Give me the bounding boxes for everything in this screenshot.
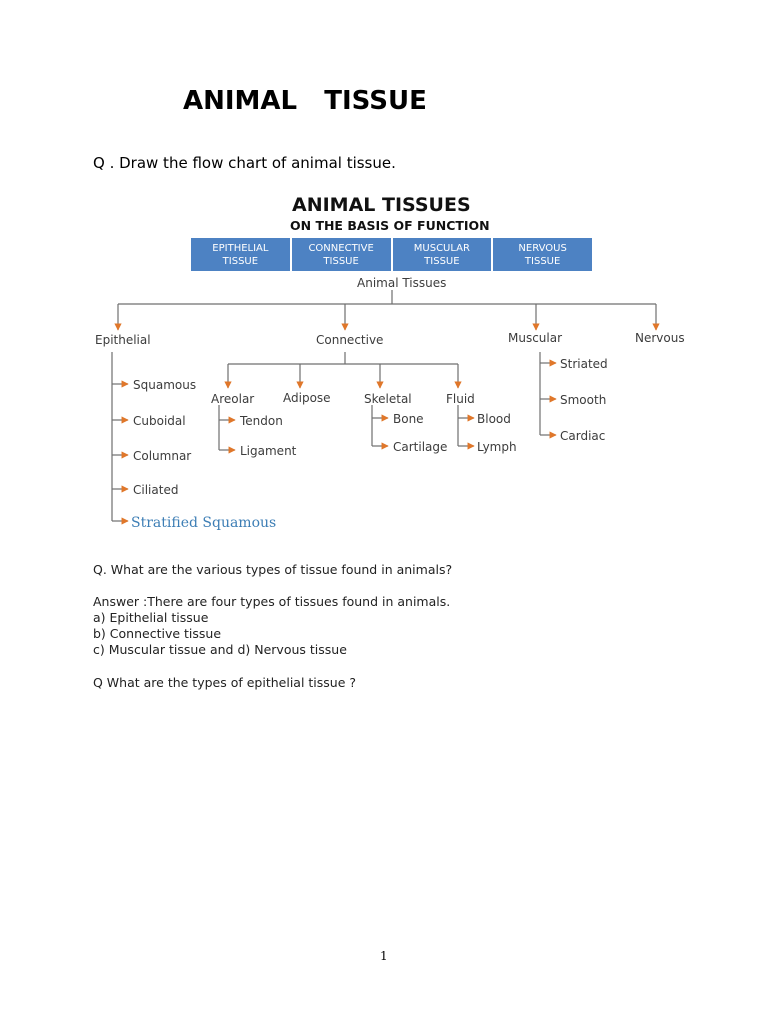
tissue-band xyxy=(191,238,592,271)
flow-chart-diagram xyxy=(0,272,768,540)
node-columnar: Columnar xyxy=(133,449,192,463)
node-animal-tissues: Animal Tissues xyxy=(357,276,447,290)
answer-intro: Answer :There are four types of tissues found in animals. xyxy=(93,594,451,609)
answer-item-b: b) Connective tissue xyxy=(93,626,222,641)
node-lymph: Lymph xyxy=(477,440,517,454)
node-cardiac: Cardiac xyxy=(560,429,606,443)
node-connective: Connective xyxy=(316,333,384,347)
band-connective: CONNECTIVE TISSUE xyxy=(292,238,391,271)
node-muscular: Muscular xyxy=(508,331,563,345)
node-bone: Bone xyxy=(393,412,424,426)
question-flow-chart: Q . Draw the flow chart of animal tissue. xyxy=(93,154,396,172)
node-adipose: Adipose xyxy=(283,391,331,405)
node-cartilage: Cartilage xyxy=(393,440,448,454)
answer-item-a: a) Epithelial tissue xyxy=(93,610,209,625)
node-striated: Striated xyxy=(560,357,608,371)
node-blood: Blood xyxy=(477,412,511,426)
band-nervous: NERVOUS TISSUE xyxy=(493,238,592,271)
page-number: 1 xyxy=(380,949,388,963)
node-fluid: Fluid xyxy=(446,392,475,406)
node-nervous: Nervous xyxy=(635,331,685,345)
answer-item-cd: c) Muscular tissue and d) Nervous tissue xyxy=(93,642,347,657)
node-stratified-squamous: Stratified Squamous xyxy=(131,515,277,531)
question-epithelial-types: Q What are the types of epithelial tissue ? xyxy=(93,675,357,690)
node-ligament: Ligament xyxy=(240,444,297,458)
node-tendon: Tendon xyxy=(240,414,283,428)
figure-subtitle: ON THE BASIS OF FUNCTION xyxy=(290,218,490,233)
node-areolar: Areolar xyxy=(211,392,255,406)
band-epithelial: EPITHELIAL TISSUE xyxy=(191,238,290,271)
node-epithelial: Epithelial xyxy=(95,333,151,347)
node-skeletal: Skeletal xyxy=(364,392,412,406)
node-squamous: Squamous xyxy=(133,378,197,392)
figure-title: ANIMAL TISSUES xyxy=(292,194,471,216)
page-title: ANIMAL TISSUE xyxy=(183,86,427,116)
node-cuboidal: Cuboidal xyxy=(133,414,186,428)
band-muscular: MUSCULAR TISSUE xyxy=(393,238,492,271)
node-ciliated: Ciliated xyxy=(133,483,179,497)
node-smooth: Smooth xyxy=(560,393,607,407)
question-types-of-tissue: Q. What are the various types of tissue found in animals? xyxy=(93,562,453,577)
